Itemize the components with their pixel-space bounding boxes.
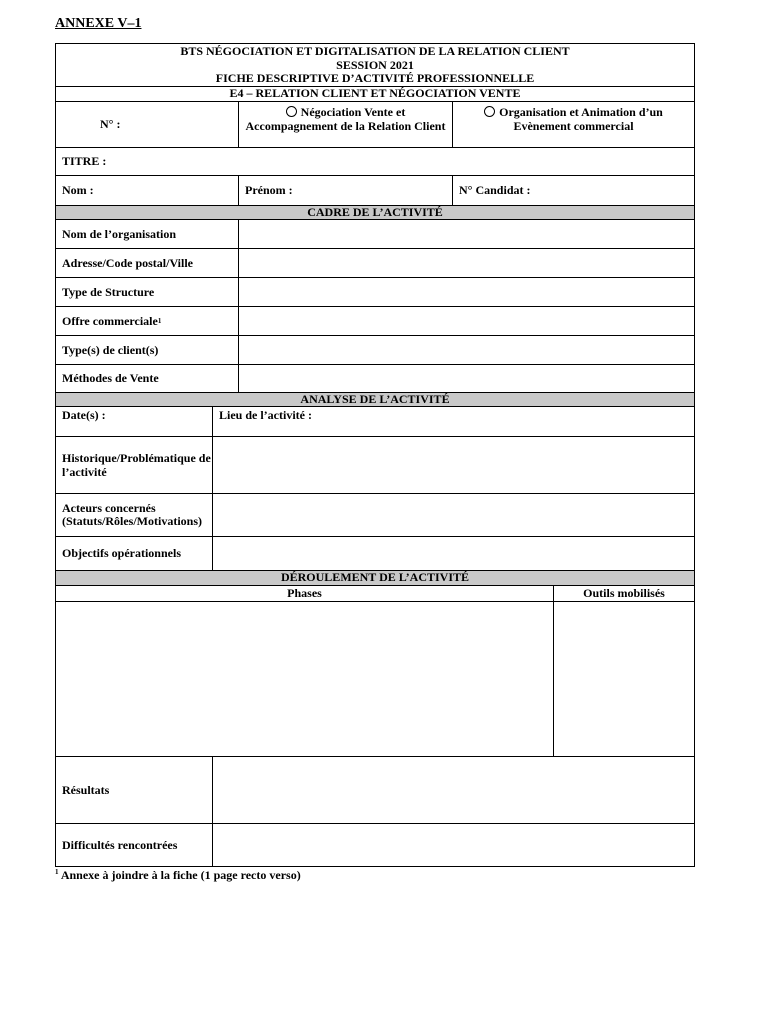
cadre-row-structure-value[interactable]	[238, 277, 695, 307]
option-evenement-label: Organisation et Animation d’un Evènement commercial	[499, 105, 663, 133]
objectifs-label: Objectifs opérationnels	[62, 546, 181, 560]
historique-label: Historique/Problématique de l’activité	[62, 451, 211, 479]
cadre-label-methodes: Méthodes de Vente	[62, 371, 159, 385]
difficultes-value[interactable]	[212, 823, 695, 867]
footnote	[55, 868, 301, 883]
cadre-row-adresse-label	[55, 248, 239, 278]
header-line-1: BTS NÉGOCIATION ET DIGITALISATION DE LA RELATION CLIENT	[180, 44, 570, 58]
acteurs-label-cell	[55, 493, 213, 537]
nom-field[interactable]	[55, 175, 239, 206]
candidat-field[interactable]	[452, 175, 695, 206]
cadre-row-adresse-value[interactable]	[238, 248, 695, 278]
nom-label: Nom :	[62, 183, 94, 197]
resultats-label: Résultats	[62, 782, 110, 797]
numero-field[interactable]	[55, 101, 239, 148]
footnote-mark: 1	[55, 868, 59, 876]
option-negociation-radio[interactable]	[286, 106, 297, 117]
historique-value[interactable]	[212, 436, 695, 494]
cadre-row-organisation-label	[55, 219, 239, 249]
option-negociation-label: Négociation Vente et Accompagnement de la Relation Client	[245, 105, 446, 133]
cadre-label-organisation: Nom de l’organisation	[62, 226, 176, 241]
candidat-label: N° Candidat :	[459, 183, 531, 197]
dates-label: Date(s) :	[62, 408, 106, 422]
difficultes-label-cell	[55, 823, 213, 867]
resultats-value[interactable]	[212, 756, 695, 824]
cadre-row-organisation-value[interactable]	[238, 219, 695, 249]
header-session: SESSION 2021	[336, 57, 414, 72]
option-evenement	[452, 101, 695, 148]
cadre-label-adresse: Adresse/Code postal/Ville	[62, 255, 193, 270]
numero-label: N° :	[100, 117, 121, 131]
epreuve-title: E4 – RELATION CLIENT ET NÉGOCIATION VENTE	[55, 86, 695, 102]
dates-field[interactable]	[55, 406, 213, 437]
option-evenement-radio[interactable]	[484, 106, 495, 117]
objectifs-value[interactable]	[212, 536, 695, 571]
cadre-row-clients-value[interactable]	[238, 335, 695, 365]
section-analyse-header: ANALYSE DE L’ACTIVITÉ	[55, 392, 695, 407]
lieu-label: Lieu de l’activité :	[219, 408, 312, 422]
phases-area[interactable]	[55, 601, 554, 757]
option-negociation	[238, 101, 453, 148]
acteurs-label: Acteurs concernés (Statuts/Rôles/Motivations)	[62, 501, 202, 528]
annex-title: ANNEXE V–1	[55, 16, 142, 31]
cadre-row-methodes-value[interactable]	[238, 364, 695, 393]
form-header	[55, 43, 695, 87]
historique-label-cell	[55, 436, 213, 494]
resultats-label-cell	[55, 756, 213, 824]
prenom-label: Prénom :	[245, 183, 293, 197]
titre-label: TITRE :	[62, 154, 107, 168]
cadre-row-methodes-label	[55, 364, 239, 393]
header-fiche-title: FICHE DESCRIPTIVE D’ACTIVITÉ PROFESSIONNELLE	[215, 71, 535, 85]
cadre-row-clients-label	[55, 335, 239, 365]
footnote-text: Annexe à joindre à la fiche (1 page recto verso)	[60, 868, 301, 882]
phases-header: Phases	[55, 585, 554, 602]
acteurs-value[interactable]	[212, 493, 695, 537]
cadre-row-structure-label	[55, 277, 239, 307]
difficultes-label: Difficultés rencontrées	[62, 837, 178, 852]
titre-field[interactable]	[55, 147, 695, 176]
cadre-label-offre: Offre commerciale	[62, 313, 158, 328]
section-deroulement-header: DÉROULEMENT DE L’ACTIVITÉ	[55, 570, 695, 586]
cadre-row-offre-value[interactable]	[238, 306, 695, 336]
prenom-field[interactable]	[238, 175, 453, 206]
lieu-field[interactable]	[212, 406, 695, 437]
outils-header: Outils mobilisés	[553, 585, 695, 602]
cadre-row-offre-label: Offre commerciale 1	[55, 306, 239, 336]
cadre-label-clients: Type(s) de client(s)	[62, 342, 159, 357]
objectifs-label-cell	[55, 536, 213, 571]
cadre-label-structure: Type de Structure	[62, 284, 155, 299]
outils-area[interactable]	[553, 601, 695, 757]
section-cadre-header: CADRE DE L’ACTIVITÉ	[55, 205, 695, 220]
